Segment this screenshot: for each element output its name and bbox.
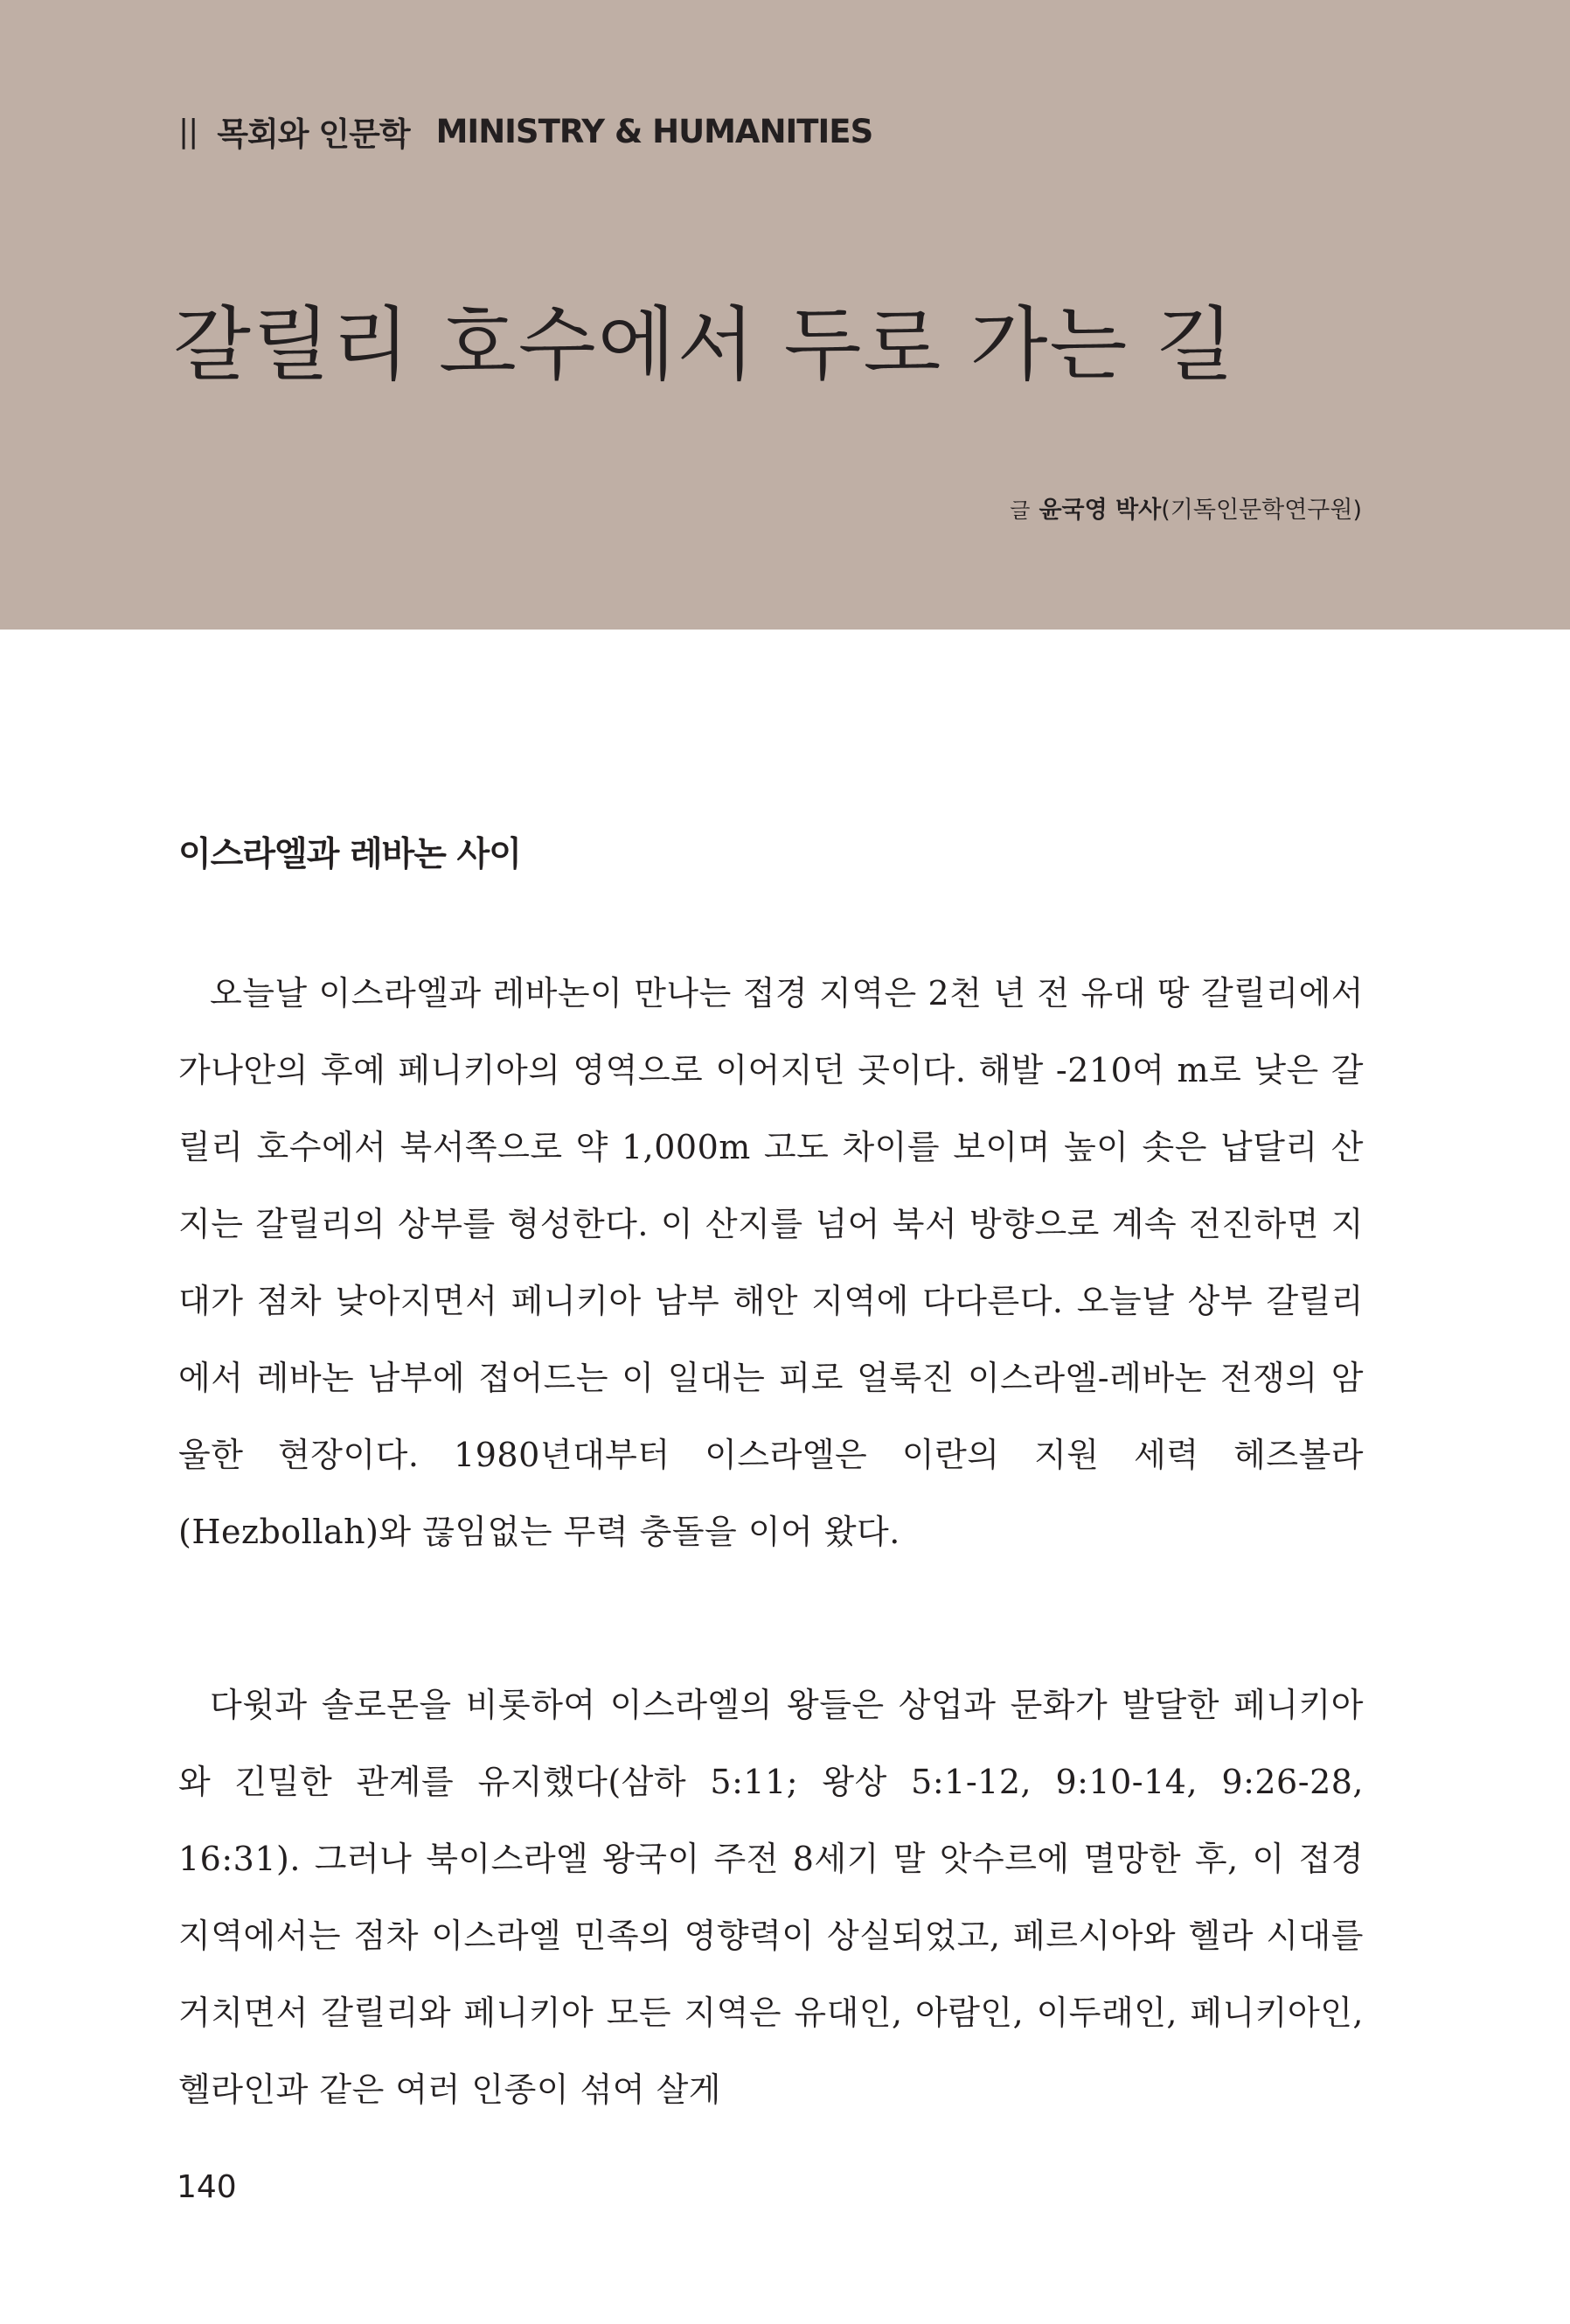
author-affiliation: (기독인문학연구원) — [1161, 497, 1362, 524]
author-name: 윤국영 박사 — [1039, 497, 1162, 524]
byline — [1010, 490, 1362, 532]
title-banner — [0, 0, 1570, 630]
series-label — [178, 107, 872, 156]
section-name-korean: 목회와 인문학 — [217, 115, 410, 153]
section-name-english: MINISTRY & HUMANITIES — [435, 112, 873, 150]
page-number: 140 — [177, 2169, 237, 2205]
article-title: 갈릴리 호수에서 두로 가는 길 — [173, 298, 1236, 392]
body-paragraph-2: 다윗과 솔로몬을 비롯하여 이스라엘의 왕들은 상업과 문화가 발달한 페니키아와 긴밀한 관계를 유지했다(삼하 5:11; 왕상 5:1-12, 9:10-14, 9:26-28, 16:31). 그러나 북이스라엘 왕국이 주전 8세기 말 앗수르에 멸망한 후, 이 접경 지역에서는 점차 이스라엘 민족의 영향력이 상실되었고, 페르시아와 헬라 시대를 거치면서 갈릴리와 페니키아 모든 지역은 유대인, 아람인, 이두래인, 페니키아인, 헬라인과 같은 여러 인종이 섞여 살게 — [178, 1686, 1364, 2109]
body-paragraph-1: 오늘날 이스라엘과 레바논이 만나는 접경 지역은 2천 년 전 유대 땅 갈릴리에서 가나안의 후예 페니키아의 영역으로 이어지던 곳이다. 해발 -210여 m로 낮은 갈릴리 호수에서 북서쪽으로 약 1,000m 고도 차이를 보이며 높이 솟은 납달리 산지는 갈릴리의 상부를 형성한다. 이 산지를 넘어 북서 방향으로 계속 전진하면 지대가 점차 낮아지면서 페니키아 남부 해안 지역에 다다른다. 오늘날 상부 갈릴리에서 레바논 남부에 접어드는 이 일대는 피로 얼룩진 이스라엘-레바논 전쟁의 암울한 현장이다. 1980년대부터 이스라엘은 이란의 지원 세력 헤즈볼라(Hezbollah)와 끊임없는 무력 충돌을 이어 왔다. — [178, 974, 1364, 1551]
section-marker: || — [178, 113, 198, 150]
byline-prefix: 글 — [1010, 498, 1031, 523]
section-heading: 이스라엘과 레바논 사이 — [178, 835, 521, 874]
